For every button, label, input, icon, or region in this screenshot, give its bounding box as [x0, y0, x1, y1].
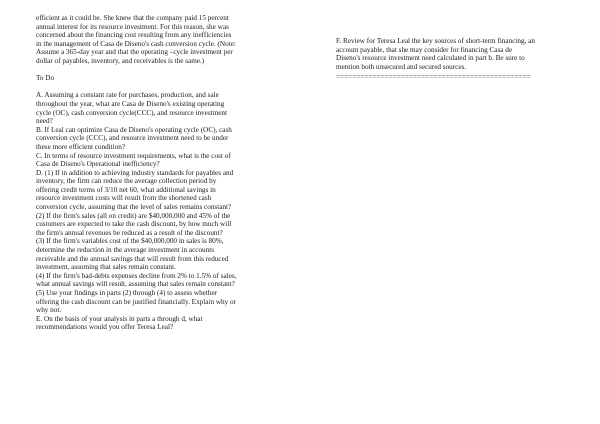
- question-line: need?: [36, 117, 53, 126]
- question-line: conversion cycle (CCC), and resource investment need to be under: [36, 134, 229, 143]
- question-line: what annual savings will result, assuming that sales remain constant?: [36, 280, 235, 289]
- question-line: why not.: [36, 306, 62, 315]
- question-line: resource investment costs will result from the shortened cash: [36, 194, 212, 203]
- question-line: investment, assuming that sales remain constant.: [36, 263, 176, 272]
- intro-line: efficient as it could be. She knew that the company paid 15 percent: [36, 14, 229, 22]
- question-line: C. In terms of resource investment requirements, what is the cost of: [36, 151, 231, 160]
- question-f-paragraph: [336, 37, 568, 71]
- question-line: (3) If the firm's variables cost of the $40,000,000 in sales is 80%,: [36, 237, 224, 246]
- question-line: F. Review for Teresa Leal the key sources of short-term financing, an: [336, 37, 535, 45]
- to-do-heading: To Do: [36, 74, 55, 83]
- question-line: (2) If the firm's sales (all on credit) are $40,000,000 and 45% of the: [36, 211, 231, 220]
- question-line: A. Assuming a constant rate for purchases, production, and sale: [36, 91, 219, 100]
- question-line: D. (1) If in addition to achieving industry standards for payables and: [36, 168, 234, 177]
- question-line: offering credit terms of 3/10 net 60, what additional savings in: [36, 185, 216, 194]
- question-line: (5) Use your findings in parts (2) through (4) to assess whether: [36, 289, 218, 297]
- question-line: mention both unsecured and secured sources.: [336, 62, 467, 71]
- question-line: customers are expected to take the cash discount, by how much will: [36, 220, 232, 229]
- question-line: (4) If the firm's bad-debts expenses decline from 2% to 1.5% of sales,: [36, 271, 237, 280]
- intro-line: Assume a 365-day year and that the operating –cycle investment per: [36, 48, 233, 57]
- questions-list: [36, 91, 272, 332]
- question-line: conversion cycle, assuming that the level of sales remains constant?: [36, 203, 232, 212]
- question-line: throughout the year, what are Casa de Diseno's existing operating: [36, 99, 225, 108]
- question-line: recommendations would you offer Teresa Leal?: [36, 323, 174, 332]
- intro-line: in the management of Casa de Diseno's cash conversion cycle. (Note:: [36, 39, 236, 48]
- intro-line: annual interest for its resource investment. For this reason, she was: [36, 22, 229, 31]
- question-line: E. On the basis of your analysis in parts a through d, what: [36, 314, 203, 323]
- question-line: cycle (OC), cash conversion cycle(CCC), and resource investment: [36, 108, 228, 117]
- question-line: account payable, that she may consider for financing Casa de: [336, 45, 513, 54]
- left-column: [36, 14, 272, 332]
- spacer: [36, 83, 272, 92]
- question-line: Diseno's resource investment need calculated in part b. Be sure to: [336, 54, 525, 63]
- question-line: inventory, the firm can reduce the average collection period by: [36, 177, 217, 186]
- question-line: these more efficient condition?: [36, 142, 126, 151]
- right-column: [336, 37, 568, 82]
- question-line: B. If Leal can optimize Casa de Diseno's operating cycle (OC), cash: [36, 125, 232, 134]
- question-line: determine the reduction in the average investment in accounts: [36, 246, 215, 255]
- intro-line: dollar of payables, inventory, and receivables is the same.): [36, 56, 205, 65]
- separator-rule: ================================================: [336, 73, 531, 82]
- question-line: the firm's annual revenues be reduced as a result of the discount?: [36, 228, 223, 237]
- question-line: offering the cash discount can be justified financially. Explain why or: [36, 297, 236, 306]
- spacer: [36, 66, 272, 75]
- intro-paragraph: [36, 14, 272, 66]
- intro-line: concerned about the financing cost resulting from any inefficiencies: [36, 31, 232, 40]
- question-line: receivable and the annual savings that will result from this reduced: [36, 254, 229, 263]
- question-line: Casa de Diseno's Operational inefficiency?: [36, 160, 160, 169]
